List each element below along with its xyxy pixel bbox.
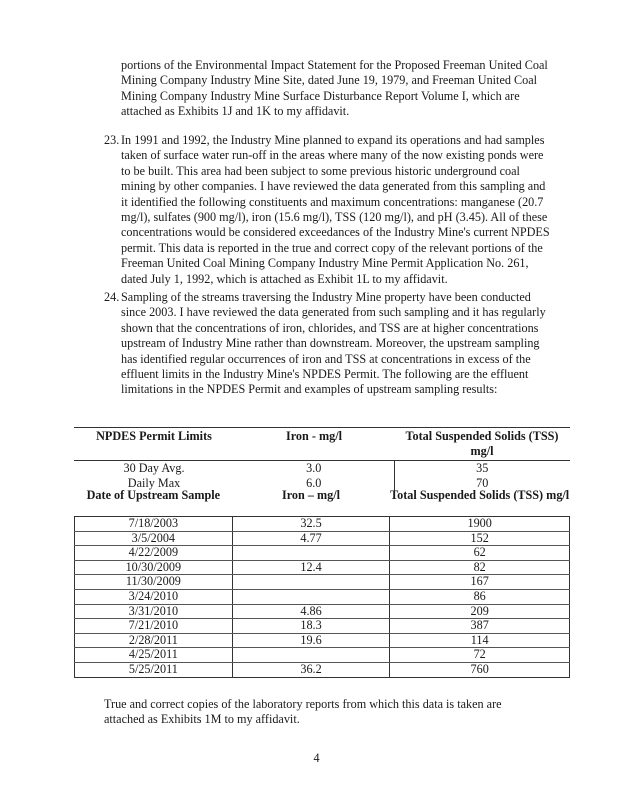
table-cell: 35 xyxy=(476,460,489,475)
table-cell: 760 xyxy=(390,662,570,677)
table-cell: 4.86 xyxy=(232,604,390,619)
paragraph-24 xyxy=(104,290,552,398)
column-header: Iron - mg/l xyxy=(234,428,394,461)
upstream-samples-table xyxy=(74,488,570,678)
table-cell: 3/31/2010 xyxy=(75,604,233,619)
table-row xyxy=(75,589,570,604)
table-cell: 114 xyxy=(390,633,570,648)
npdes-limits-table xyxy=(74,427,570,492)
table-cell: 3.0 xyxy=(234,460,394,476)
table-cell: 2/28/2011 xyxy=(75,633,233,648)
table-row xyxy=(75,604,570,619)
table-row xyxy=(75,662,570,677)
table-cell: 152 xyxy=(390,531,570,546)
table-cell xyxy=(232,648,390,663)
table-header-row xyxy=(75,488,570,517)
table-cell: 11/30/2009 xyxy=(75,575,233,590)
column-header: Total Suspended Solids (TSS) mg/l xyxy=(394,428,570,461)
closing-paragraph: True and correct copies of the laboratory reports from which this data is taken are attached as Exhibits 1M to my affidavit. xyxy=(104,697,502,727)
continuation-paragraph: portions of the Environmental Impact Statement for the Proposed Freeman United Coal Mining Company Industry Mine Site, dated June 19, 1979, and Freeman United Coal Mining Company Industry Mine Surface Disturbance Report Volume I, which are attached as Exhibits 1J and 1K to my affidavit. xyxy=(121,58,548,119)
table-cell: 32.5 xyxy=(232,517,390,532)
table-cell: 7/18/2003 xyxy=(75,517,233,532)
table-cell: 72 xyxy=(390,648,570,663)
table-cell: 70 xyxy=(476,476,489,491)
paragraph-text: In 1991 and 1992, the Industry Mine planned to expand its operations and had samples taken of surface water run-off in the areas where many of the now existing ponds were to be built. This area had been subject to some previous historic underground coal mining by other companies. I have reviewed the data generated from this sampling and it identified the following constituents and maximum concentrations: manganese (20.7 mg/l), sulfates (900 mg/l), iron (15.6 mg/l), TSS (120 mg/l), and pH (3.45). All of these concentrations would be considered exceedances of the Industry Mine's current NPDES permit. This data is reported in the true and correct copy of the relevant portions of the Freeman United Coal Mining Company Industry Mine Permit Application No. 261, dated July 1, 1992, which is attached as Exhibit 1L to my affidavit. xyxy=(121,133,550,286)
table-cell: 209 xyxy=(390,604,570,619)
paragraph-number: 23. xyxy=(104,133,120,147)
table-cell: 387 xyxy=(390,619,570,634)
table-header-row xyxy=(74,428,570,461)
table-cell: 19.6 xyxy=(232,633,390,648)
table-cell: 62 xyxy=(390,546,570,561)
table-row xyxy=(74,460,570,476)
table-cell xyxy=(232,575,390,590)
table-cell: 4.77 xyxy=(232,531,390,546)
table-cell: 86 xyxy=(390,589,570,604)
table-cell: 5/25/2011 xyxy=(75,662,233,677)
table-cell: 82 xyxy=(390,560,570,575)
table-row xyxy=(75,633,570,648)
table-cell: 30 Day Avg. xyxy=(123,460,185,475)
table-row xyxy=(75,648,570,663)
table-cell: 36.2 xyxy=(232,662,390,677)
column-header: Iron – mg/l xyxy=(232,488,390,517)
column-header: NPDES Permit Limits xyxy=(74,428,234,461)
table-row xyxy=(75,560,570,575)
table-row xyxy=(75,546,570,561)
column-header: Date of Upstream Sample xyxy=(75,488,233,517)
table-cell xyxy=(232,589,390,604)
table-row xyxy=(75,619,570,634)
table-cell: Daily Max xyxy=(127,476,181,491)
table-row xyxy=(75,517,570,532)
page-number: 4 xyxy=(313,751,320,765)
table-cell: 167 xyxy=(390,575,570,590)
table-cell: 7/21/2010 xyxy=(75,619,233,634)
table-cell: 1900 xyxy=(390,517,570,532)
table-cell: 10/30/2009 xyxy=(75,560,233,575)
table-cell: 4/25/2011 xyxy=(75,648,233,663)
table-cell: 4/22/2009 xyxy=(75,546,233,561)
column-header: Total Suspended Solids (TSS) mg/l xyxy=(390,488,570,517)
paragraph-23 xyxy=(104,133,552,287)
table-row xyxy=(75,575,570,590)
table-cell: 6.0 xyxy=(234,476,394,491)
table-row xyxy=(75,531,570,546)
table-cell: 3/5/2004 xyxy=(75,531,233,546)
paragraph-number: 24. xyxy=(104,290,120,304)
table-cell xyxy=(232,546,390,561)
table-cell: 18.3 xyxy=(232,619,390,634)
table-cell: 3/24/2010 xyxy=(75,589,233,604)
table-cell: 12.4 xyxy=(232,560,390,575)
paragraph-text: Sampling of the streams traversing the Industry Mine property have been conducted since 2003. I have reviewed the data generated from such sampling and it has regularly shown that the concentrations of iron, chlorides, and TSS are at higher concentrations upstream of Industry Mine rather than downstream. Moreover, the upstream sampling has identified regular occurrences of iron and TSS at concentrations in excess of the effluent limits in the Industry Mine's NPDES Permit. The following are the effluent limitations in the NPDES Permit and examples of upstream sampling results: xyxy=(121,290,546,397)
